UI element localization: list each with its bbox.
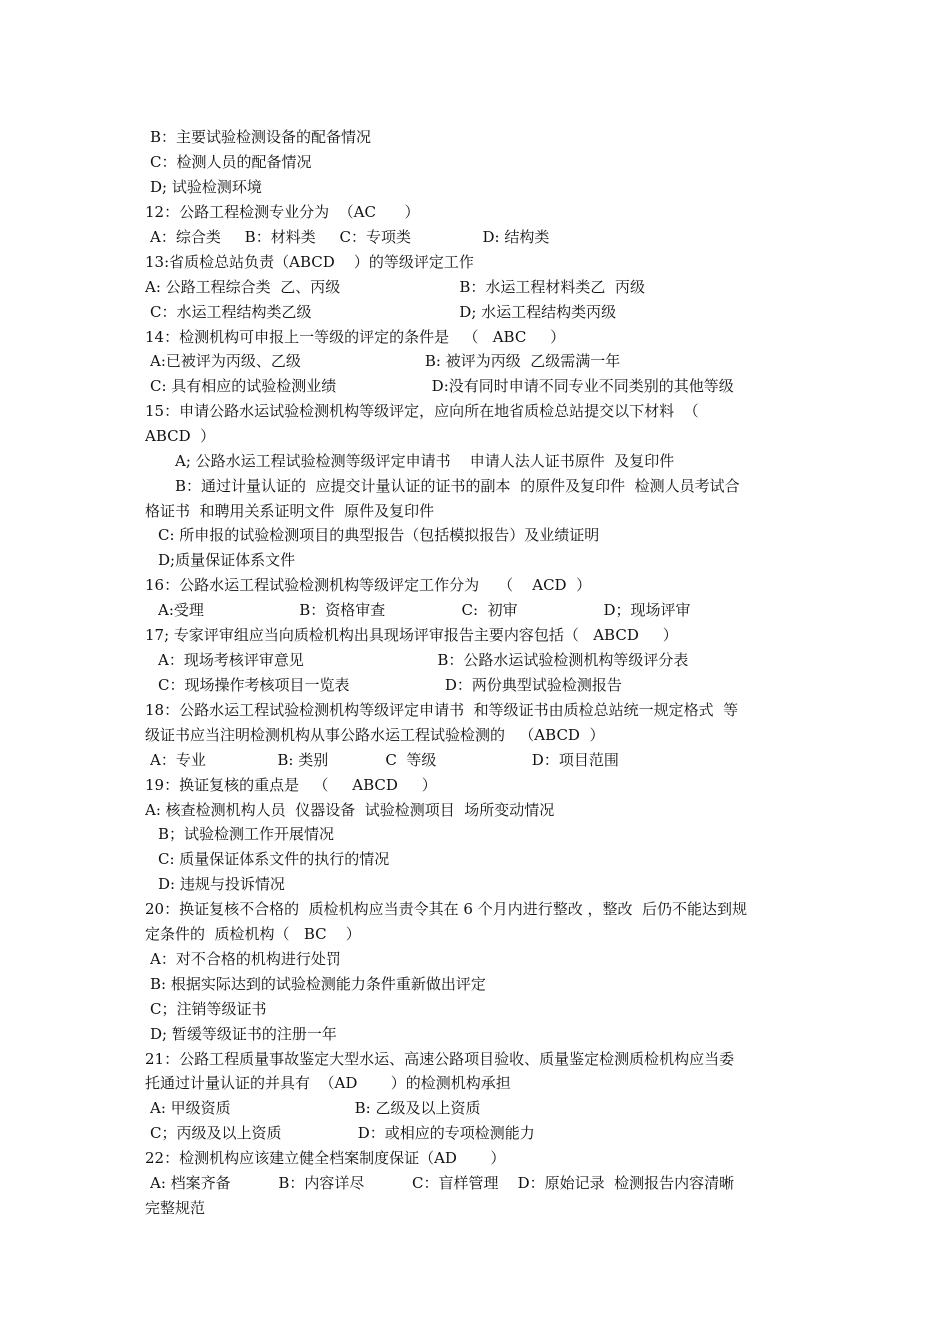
question-12: 12：公路工程检测专业分为 （AC ）	[145, 203, 420, 221]
text-line: D: 违规与投诉情况	[158, 875, 285, 893]
text-line: C: 所申报的试验检测项目的典型报告（包括模拟报告）及业绩证明	[158, 526, 600, 544]
question-18: 18：公路水运工程试验检测机构等级评定申请书 和等级证书由质检总站统一规定格式 等	[145, 701, 739, 719]
text-line: A：综合类 B：材料类 C：专项类 D: 结构类	[150, 228, 550, 246]
text-line: A: 甲级资质 B: 乙级及以上资质	[150, 1099, 481, 1117]
text-line: B：主要试验检测设备的配备情况	[150, 128, 372, 146]
text-line: C；注销等级证书	[150, 1000, 267, 1018]
text-line: A: 档案齐备 B：内容详尽 C：盲样管理 D：原始记录 检测报告内容清晰	[150, 1174, 735, 1192]
text-line: C：检测人员的配备情况	[150, 153, 312, 171]
text-line: A: 公路工程综合类 乙、丙级 B：水运工程材料类乙 丙级	[145, 278, 645, 296]
text-line: D; 暂缓等级证书的注册一年	[150, 1025, 337, 1043]
text-line: 定条件的 质检机构（ BC ）	[145, 925, 361, 943]
question-15: 15：申请公路水运试验检测机构等级评定，应向所在地省质检总站提交以下材料 （	[145, 402, 699, 420]
question-16: 16：公路水运工程试验检测机构等级评定工作分为 （ ACD ）	[145, 576, 592, 594]
text-line: D; 试验检测环境	[150, 178, 262, 196]
text-line: A：现场考核评审意见 B：公路水运试验检测机构等级评分表	[158, 651, 689, 669]
text-line: B: 根据实际达到的试验检测能力条件重新做出评定	[150, 975, 486, 993]
text-line: 托通过计量认证的并具有 （AD ）的检测机构承担	[145, 1074, 511, 1092]
text-line: A:已被评为丙级、乙级 B: 被评为丙级 乙级需满一年	[150, 352, 621, 370]
text-line: A：专业 B: 类别 C 等级 D：项目范围	[150, 751, 619, 769]
text-line: A: 核查检测机构人员 仪器设备 试验检测项目 场所变动情况	[145, 801, 555, 819]
question-21: 21：公路工程质量事故鉴定大型水运、高速公路项目验收、质量鉴定检测质检机构应当委	[145, 1050, 735, 1068]
text-line: A:受理 B：资格审查 C: 初审 D；现场评审	[158, 601, 691, 619]
text-line: ABCD ）	[145, 427, 216, 445]
text-line: D;质量保证体系文件	[158, 551, 296, 569]
text-line: C: 具有相应的试验检测业绩 D:没有同时申请不同专业不同类别的其他等级	[150, 377, 734, 395]
text-line: B：通过计量认证的 应提交计量认证的证书的副本 的原件及复印件 检测人员考试合	[175, 477, 740, 495]
text-line: A; 公路水运工程试验检测等级评定申请书 申请人法人证书原件 及复印件	[175, 452, 675, 470]
question-14: 14：检测机构可申报上一等级的评定的条件是 （ ABC ）	[145, 328, 566, 346]
text-line: A：对不合格的机构进行处罚	[150, 950, 341, 968]
question-13: 13:省质检总站负责（ABCD ）的等级评定工作	[145, 253, 474, 271]
text-line: 格证书 和聘用关系证明文件 原件及复印件	[145, 502, 435, 520]
question-20: 20：换证复核不合格的 质检机构应当责令其在 6 个月内进行整改 ，整改 后仍不能达到规	[145, 900, 748, 918]
text-line: C；丙级及以上资质 D：或相应的专项检测能力	[150, 1124, 535, 1142]
text-line: 完整规范	[145, 1199, 206, 1217]
question-17: 17; 专家评审组应当向质检机构出具现场评审报告主要内容包括（ ABCD ）	[145, 626, 678, 644]
text-line: C: 质量保证体系文件的执行的情况	[158, 850, 390, 868]
question-19: 19：换证复核的重点是 （ ABCD ）	[145, 776, 437, 794]
text-line: B；试验检测工作开展情况	[158, 825, 335, 843]
question-22: 22：检测机构应该建立健全档案制度保证（AD ）	[145, 1149, 506, 1167]
text-line: C：水运工程结构类乙级 D; 水运工程结构类丙级	[150, 303, 617, 321]
text-line: 级证书应当注明检测机构从事公路水运工程试验检测的 （ABCD ）	[145, 726, 605, 744]
text-line: C：现场操作考核项目一览表 D：两份典型试验检测报告	[158, 676, 622, 694]
